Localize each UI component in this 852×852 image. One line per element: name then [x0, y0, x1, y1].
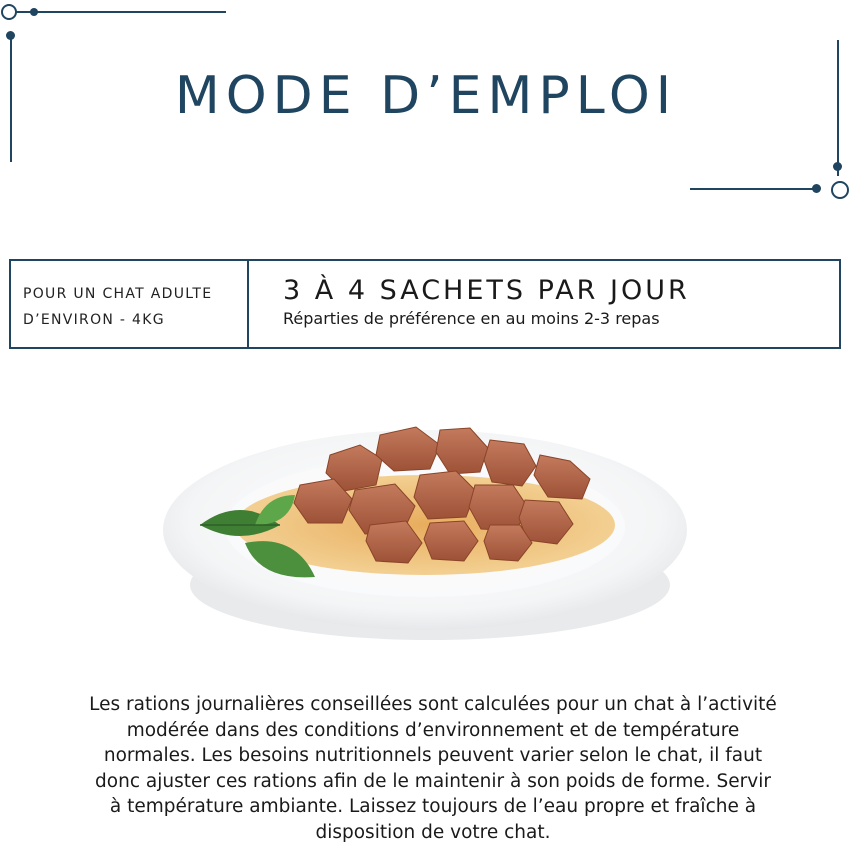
frame-dot — [833, 162, 842, 171]
dosage-target-cell — [11, 261, 249, 347]
dosage-amount-cell — [249, 261, 839, 347]
frame-ring — [1, 4, 17, 20]
dosage-table — [9, 259, 841, 349]
frame-ring — [831, 181, 849, 199]
frame-dot — [30, 8, 38, 16]
frame-line — [690, 188, 814, 190]
dosage-note: Réparties de préférence en au moins 2-3 repas — [283, 309, 660, 328]
dosage-target-line2: D’ENVIRON - 4KG — [23, 312, 165, 328]
page-title: MODE D’EMPLOI — [174, 66, 678, 126]
frame-line — [16, 11, 226, 13]
dosage-target-line1: POUR UN CHAT ADULTE — [23, 286, 213, 302]
frame-dot — [812, 184, 821, 193]
frame-dot — [6, 31, 15, 40]
dosage-amount: 3 À 4 SACHETS PAR JOUR — [283, 275, 690, 306]
feeding-instructions-text: Les rations journalières conseillées sont calculées pour un chat à l’activité modérée dans des conditions d’environnement et de température normales. Les besoins nutritionnels peuvent varier selon le chat, il faut donc ajuster ces rations afin de le maintenir à son poids de forme. Servir à température ambiante. Laissez toujours de l’eau propre et fraîche à disposition de votre chat. — [89, 694, 777, 843]
food-plate-image — [160, 415, 690, 645]
